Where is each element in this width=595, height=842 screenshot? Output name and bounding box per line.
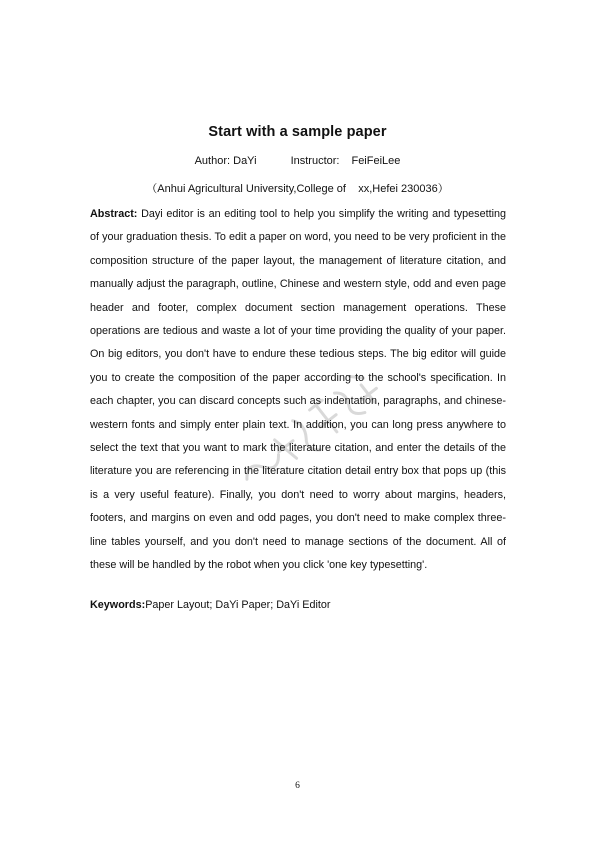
abstract-label: Abstract: — [90, 208, 138, 220]
affiliation-line: （Anhui Agricultural University,College of xx,Hefei 230036） — [146, 183, 449, 195]
author-line — [0, 155, 595, 167]
paper-title: Start with a sample paper — [208, 124, 387, 140]
author-label: Author: — [194, 155, 231, 167]
instructor-label: Instructor: — [290, 155, 340, 167]
keywords-text: Paper Layout; DaYi Paper; DaYi Editor — [145, 599, 331, 611]
keywords-label: Keywords: — [90, 599, 146, 611]
abstract-text: Dayi editor is an editing tool to help you simplify the writing and typesetting of your graduation thesis. To edit a paper on word, you need to be very proficient in the composition structure of the paper layout, the management of literature citation, and manually adjust the paragraph, outline, Chinese and western style, odd and even page header and footer, complex document section management operations. These operations are tedious and waste a lot of your time providing the quality of your paper. On big editors, you don't have to endure these tedious steps. The big editor will guide you to create the composition of the paper according to the school's specification. In each chapter, you can discard concepts such as indentation, paragraphs, and chinese-western fonts and simply enter plain text. In addition, you can long press anywhere to select the text that you want to mark the literature citation, and enter the details of the literature you are referencing in the literature citation detail entry box that pops up (this is a very useful feature). Finally, you don't need to worry about margins, headers, footers, and margins on even and odd pages, you don't need to make complex three-line tables yourself, and you don't need to manage sections of the document. All of these will be handled by the robot when you click 'one key typesetting'. — [90, 208, 506, 572]
page-number: 6 — [295, 781, 300, 791]
abstract-paragraph — [90, 203, 506, 578]
author-name: DaYi — [233, 155, 257, 167]
keywords-line — [90, 599, 506, 611]
instructor-name: FeiFeiLee — [351, 155, 401, 167]
